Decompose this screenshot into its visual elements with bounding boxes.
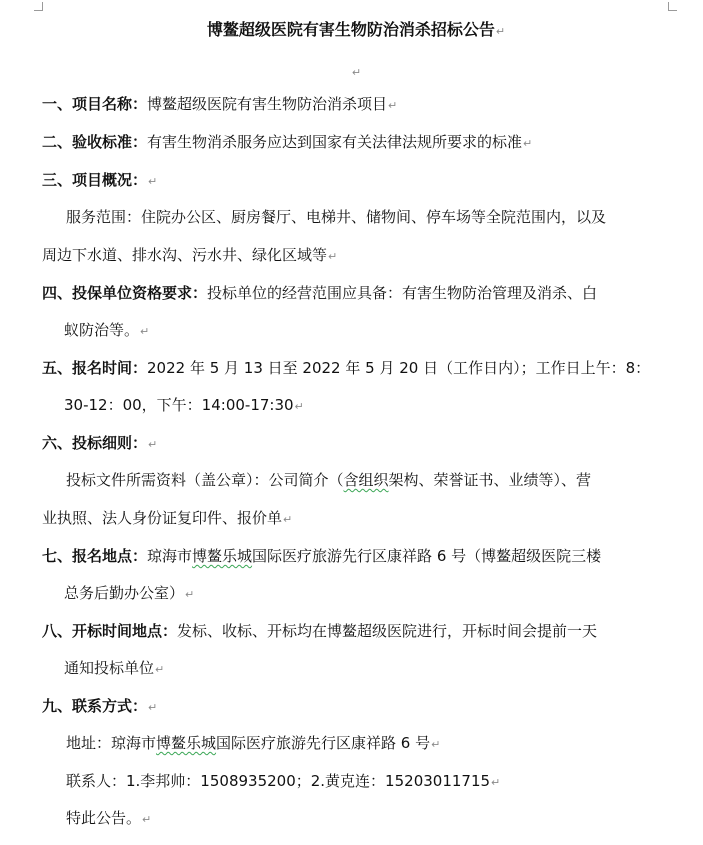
empty-paragraph: [42, 62, 670, 82]
section-bidder-qualification: [42, 281, 597, 305]
paragraph-mark: ↵: [185, 588, 195, 601]
paragraph-mark: ↵: [495, 25, 506, 38]
paragraph-mark: ↵: [351, 66, 362, 79]
section-heading: 七、报名地点：: [42, 547, 148, 565]
margin-corner-mark-left: [34, 2, 43, 11]
spellcheck-underline: 博鳌乐城: [192, 547, 253, 565]
section-project-overview: [42, 168, 157, 194]
section-heading: 六、投标细则：: [42, 434, 148, 452]
paragraph-mark: ↵: [491, 776, 501, 789]
registration-place-line-2: 总务后勤办公室）↵: [64, 584, 195, 602]
registration-time-line-2: 30-12：00，下午：14:00-17:30↵: [64, 396, 304, 414]
paragraph-mark: ↵: [148, 438, 158, 451]
section-bidding-rules: [42, 431, 157, 457]
bid-opening-line-2: 通知投标单位↵: [64, 659, 165, 677]
contact-address: 地址：琼海市博鳌乐城国际医疗旅游先行区康祥路 6 号↵: [66, 734, 441, 752]
section-registration-place: 七、报名地点：琼海市博鳌乐城国际医疗旅游先行区康祥路 6 号（博鳌超级医院三楼: [42, 547, 602, 565]
section-heading: 八、开标时间地点：: [42, 622, 178, 640]
paragraph-mark: ↵: [142, 813, 152, 826]
paragraph-mark: ↵: [294, 400, 304, 413]
qualification-line-2: 蚁防治等。↵: [64, 321, 150, 339]
section-heading: 三、项目概况：: [42, 171, 148, 189]
section-project-name: [42, 92, 397, 118]
paragraph-mark: ↵: [431, 738, 441, 751]
spellcheck-underline: 含组织: [343, 471, 389, 489]
section-bid-opening: [42, 619, 597, 643]
margin-corner-mark-right: [668, 2, 677, 11]
spellcheck-underline: 博鳌乐城: [156, 734, 217, 752]
section-registration-time: [42, 356, 650, 380]
section-text: 发标、收标、开标均在博鳌超级医院进行，开标时间会提前一天: [177, 622, 598, 640]
section-text: 博鳌超级医院有害生物防治消杀项目: [147, 95, 388, 113]
section-text: 有害生物消杀服务应达到国家有关法律法规所要求的标准: [147, 133, 523, 151]
section-heading: 五、报名时间：: [42, 359, 148, 377]
paragraph-mark: ↵: [155, 663, 165, 676]
section-text: 投标单位的经营范围应具备：有害生物防治管理及消杀、白: [207, 284, 598, 302]
bidding-rules-line-1: 投标文件所需资料（盖公章）：公司简介（含组织架构、荣誉证书、业绩等）、营: [66, 471, 592, 489]
section-contact: [42, 694, 157, 720]
paragraph-mark: ↵: [140, 325, 150, 338]
section-heading: 九、联系方式：: [42, 697, 148, 715]
section-acceptance-standard: [42, 130, 532, 156]
document-title: 博鳌超级医院有害生物防治消杀招标公告↵: [206, 20, 506, 39]
paragraph-mark: ↵: [523, 137, 533, 150]
paragraph-mark: ↵: [388, 99, 398, 112]
bidding-rules-line-2: 业执照、法人身份证复印件、报价单↵: [42, 509, 293, 527]
section-heading: 四、投保单位资格要求：: [42, 284, 208, 302]
section-text: 2022 年 5 月 13 日至 2022 年 5 月 20 日（工作日内）；工作日上午：8：: [147, 359, 651, 377]
paragraph-mark: ↵: [283, 513, 293, 526]
service-scope-line-1: 服务范围：住院办公区、厨房餐厅、电梯井、储物间、停车场等全院范围内，以及: [66, 208, 607, 226]
paragraph-mark: ↵: [148, 701, 158, 714]
paragraph-mark: ↵: [148, 175, 158, 188]
service-scope-line-2: 周边下水道、排水沟、污水井、绿化区域等↵: [42, 246, 338, 264]
paragraph-mark: ↵: [328, 250, 338, 263]
section-heading: 二、验收标准：: [42, 133, 148, 151]
closing-statement: 特此公告。↵: [66, 809, 152, 827]
section-heading: 一、项目名称：: [42, 95, 148, 113]
contact-persons: 联系人：1.李邦帅：1508935200；2.黄克连：15203011715↵: [66, 772, 501, 790]
